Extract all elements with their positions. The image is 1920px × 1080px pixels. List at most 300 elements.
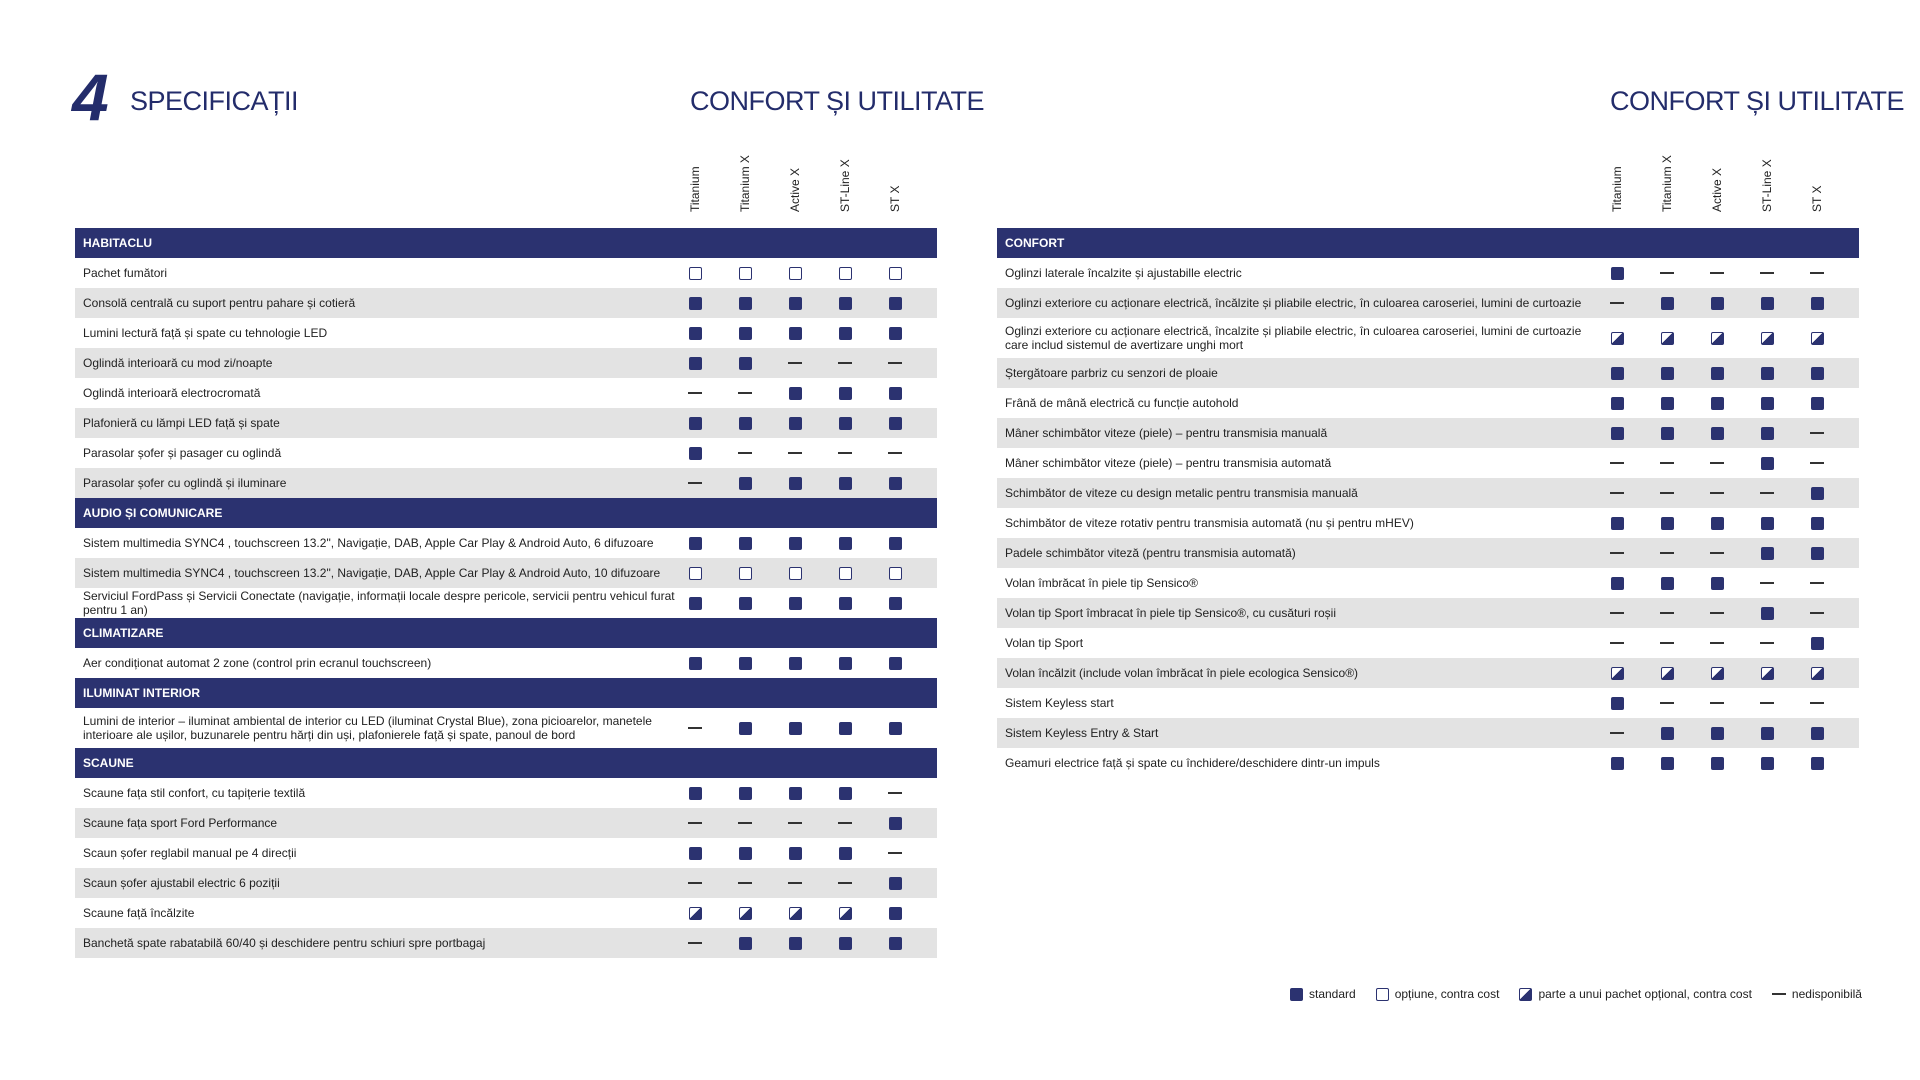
standard-marker-icon bbox=[1811, 367, 1824, 380]
unavailable-dash-icon bbox=[1710, 492, 1724, 494]
spec-row bbox=[75, 378, 937, 408]
unavailable-dash-icon bbox=[1760, 642, 1774, 644]
standard-marker-icon bbox=[1711, 727, 1724, 740]
standard-marker-icon bbox=[739, 357, 752, 370]
spec-cell-titanium-x bbox=[1642, 508, 1692, 538]
spec-cell-st-x bbox=[1792, 718, 1842, 748]
spec-row bbox=[75, 288, 937, 318]
unavailable-dash-icon bbox=[1660, 642, 1674, 644]
spec-cell-active-x bbox=[1692, 568, 1742, 598]
spec-cell-st-line-x bbox=[1742, 718, 1792, 748]
spec-cell-active-x bbox=[1692, 418, 1742, 448]
spec-cell-st-x bbox=[1792, 388, 1842, 418]
spec-table-right bbox=[997, 150, 1859, 778]
spec-cell-titanium bbox=[1592, 288, 1642, 318]
standard-marker-icon bbox=[1661, 517, 1674, 530]
spec-row bbox=[997, 288, 1859, 318]
unavailable-dash-icon bbox=[838, 362, 852, 364]
spec-cell-titanium bbox=[670, 928, 720, 958]
package-marker-icon bbox=[1611, 667, 1624, 680]
standard-marker-icon bbox=[839, 297, 852, 310]
unavailable-dash-icon bbox=[888, 852, 902, 854]
spec-row bbox=[75, 898, 937, 928]
unavailable-dash-icon bbox=[1610, 492, 1624, 494]
chapter-title: SPECIFICAȚII bbox=[130, 86, 299, 116]
standard-marker-icon bbox=[689, 447, 702, 460]
spec-cell-titanium bbox=[670, 258, 720, 288]
spec-row bbox=[75, 528, 937, 558]
spec-cell-titanium bbox=[1592, 598, 1642, 628]
unavailable-dash-icon bbox=[888, 452, 902, 454]
column-header bbox=[670, 150, 720, 228]
standard-marker-icon bbox=[1761, 367, 1774, 380]
unavailable-dash-icon bbox=[1810, 462, 1824, 464]
spec-cell-titanium bbox=[1592, 358, 1642, 388]
spec-cell-active-x bbox=[770, 928, 820, 958]
spec-cell-titanium bbox=[1592, 318, 1642, 358]
spec-cell-st-x bbox=[1792, 318, 1842, 358]
spec-cell-st-x bbox=[870, 378, 920, 408]
spec-cell-titanium bbox=[1592, 688, 1642, 718]
spec-cell-titanium bbox=[670, 318, 720, 348]
spec-cell-active-x bbox=[1692, 448, 1742, 478]
spec-cell-active-x bbox=[1692, 388, 1742, 418]
unavailable-dash-icon bbox=[838, 822, 852, 824]
unavailable-dash-icon bbox=[1710, 612, 1724, 614]
column-header bbox=[870, 150, 920, 228]
column-header-label: Active X bbox=[1710, 167, 1724, 212]
unavailable-dash-icon bbox=[1610, 462, 1624, 464]
spec-cell-titanium bbox=[1592, 568, 1642, 598]
unavailable-dash-icon bbox=[788, 452, 802, 454]
spec-cell-active-x bbox=[770, 468, 820, 498]
standard-marker-icon bbox=[839, 787, 852, 800]
spec-cell-st-x bbox=[1792, 508, 1842, 538]
standard-marker-icon bbox=[1761, 457, 1774, 470]
spec-label: Plafonieră cu lămpi LED față și spate bbox=[83, 416, 280, 430]
unavailable-dash-icon bbox=[888, 362, 902, 364]
standard-marker-icon bbox=[789, 327, 802, 340]
unavailable-dash-icon bbox=[1760, 582, 1774, 584]
spec-cell-titanium bbox=[670, 378, 720, 408]
legend-item bbox=[1290, 987, 1356, 1001]
standard-marker-icon bbox=[1611, 427, 1624, 440]
spec-label: Oglinzi exteriore cu acționare electrică, încalzite și pliabile electric, în culoarea caroseriei, lumini de curtoazie care includ sistemul de avertizare unghi mort bbox=[1005, 324, 1582, 352]
standard-marker-icon bbox=[1611, 267, 1624, 280]
unavailable-dash-icon bbox=[688, 392, 702, 394]
standard-marker-icon bbox=[739, 597, 752, 610]
spec-cell-titanium-x bbox=[720, 258, 770, 288]
spec-label: Sistem Keyless Entry & Start bbox=[1005, 726, 1159, 740]
standard-marker-icon bbox=[1711, 427, 1724, 440]
spec-cell-titanium bbox=[1592, 658, 1642, 688]
option-marker-icon bbox=[839, 267, 852, 280]
spec-cell-titanium-x bbox=[720, 588, 770, 618]
spec-cell-st-x bbox=[1792, 448, 1842, 478]
option-marker-icon bbox=[839, 567, 852, 580]
package-marker-icon bbox=[1711, 667, 1724, 680]
unavailable-dash-icon bbox=[1810, 272, 1824, 274]
spec-cell-titanium-x bbox=[1642, 288, 1692, 318]
spec-cell-titanium bbox=[1592, 538, 1642, 568]
spec-row bbox=[997, 598, 1859, 628]
spec-cell-titanium bbox=[670, 898, 720, 928]
spec-cell-active-x bbox=[1692, 358, 1742, 388]
spec-cell-titanium bbox=[670, 868, 720, 898]
spec-cell-st-line-x bbox=[1742, 418, 1792, 448]
standard-marker-icon bbox=[1811, 397, 1824, 410]
unavailable-dash-icon bbox=[1760, 272, 1774, 274]
spec-cell-st-line-x bbox=[820, 898, 870, 928]
spec-cell-st-line-x bbox=[1742, 478, 1792, 508]
spec-cell-titanium-x bbox=[1642, 258, 1692, 288]
legend-item bbox=[1376, 987, 1500, 1001]
standard-marker-icon bbox=[889, 417, 902, 430]
column-header-label: ST-Line X bbox=[838, 159, 852, 212]
spec-cell-st-x bbox=[1792, 258, 1842, 288]
spec-row bbox=[997, 718, 1859, 748]
package-marker-icon bbox=[689, 907, 702, 920]
standard-marker-icon bbox=[839, 477, 852, 490]
spec-row bbox=[75, 558, 937, 588]
spec-label: Consolă centrală cu suport pentru pahare și cotieră bbox=[83, 296, 356, 310]
spec-cell-st-line-x bbox=[820, 838, 870, 868]
unavailable-dash-icon bbox=[1660, 702, 1674, 704]
spec-label: Schimbător de viteze cu design metalic pentru transmisia manuală bbox=[1005, 486, 1358, 500]
spec-cell-titanium-x bbox=[1642, 358, 1692, 388]
spec-label: Oglindă interioară cu mod zi/noapte bbox=[83, 356, 273, 370]
spec-cell-active-x bbox=[770, 558, 820, 588]
legend-item bbox=[1772, 987, 1862, 1001]
spec-cell-st-x bbox=[1792, 538, 1842, 568]
spec-cell-active-x bbox=[1692, 628, 1742, 658]
unavailable-dash-icon bbox=[1760, 492, 1774, 494]
spec-cell-st-line-x bbox=[1742, 568, 1792, 598]
standard-marker-icon bbox=[739, 417, 752, 430]
spec-cell-titanium-x bbox=[720, 288, 770, 318]
standard-marker-icon bbox=[689, 787, 702, 800]
standard-marker-icon bbox=[789, 477, 802, 490]
spec-cell-titanium-x bbox=[720, 898, 770, 928]
spec-row bbox=[997, 448, 1859, 478]
standard-marker-icon bbox=[689, 847, 702, 860]
spec-cell-titanium bbox=[670, 838, 720, 868]
spec-cell-titanium-x bbox=[720, 438, 770, 468]
unavailable-dash-icon bbox=[1660, 462, 1674, 464]
column-header bbox=[720, 150, 770, 228]
column-header bbox=[1792, 150, 1842, 228]
unavailable-dash-icon bbox=[1660, 492, 1674, 494]
spec-cell-active-x bbox=[770, 838, 820, 868]
standard-marker-icon bbox=[739, 937, 752, 950]
standard-marker-icon bbox=[689, 327, 702, 340]
spec-label: Volan îmbrăcat în piele tip Sensico® bbox=[1005, 576, 1198, 590]
spec-cell-active-x bbox=[1692, 538, 1742, 568]
spec-row bbox=[997, 388, 1859, 418]
spec-row bbox=[75, 348, 937, 378]
standard-marker-icon bbox=[789, 657, 802, 670]
spec-cell-st-line-x bbox=[820, 588, 870, 618]
spec-cell-st-x bbox=[870, 708, 920, 748]
column-header-label: Titanium bbox=[688, 166, 702, 212]
spec-row bbox=[75, 928, 937, 958]
spec-row bbox=[75, 468, 937, 498]
column-header bbox=[1592, 150, 1642, 228]
standard-marker-icon bbox=[1661, 757, 1674, 770]
standard-marker-icon bbox=[1761, 517, 1774, 530]
spec-label: Sistem multimedia SYNC4 , touchscreen 13.2", Navigație, DAB, Apple Car Play & Android Auto, 10 difuzoare bbox=[83, 566, 661, 580]
spec-cell-st-x bbox=[1792, 358, 1842, 388]
spec-label: Schimbător de viteze rotativ pentru transmisia automată (nu și pentru mHEV) bbox=[1005, 516, 1414, 530]
spec-cell-active-x bbox=[770, 288, 820, 318]
spec-cell-active-x bbox=[1692, 748, 1742, 778]
spec-row bbox=[997, 628, 1859, 658]
spec-cell-titanium-x bbox=[720, 648, 770, 678]
package-marker-icon bbox=[1761, 667, 1774, 680]
standard-marker-icon bbox=[789, 722, 802, 735]
option-marker-icon bbox=[689, 267, 702, 280]
option-marker-icon bbox=[789, 567, 802, 580]
spec-cell-titanium-x bbox=[1642, 568, 1692, 598]
standard-marker-icon bbox=[1661, 367, 1674, 380]
spec-cell-titanium-x bbox=[720, 778, 770, 808]
spec-row bbox=[75, 648, 937, 678]
section-title-right: CONFORT ȘI UTILITATE bbox=[1610, 86, 1905, 116]
spec-cell-active-x bbox=[770, 438, 820, 468]
standard-marker-icon bbox=[789, 597, 802, 610]
standard-marker-icon bbox=[689, 297, 702, 310]
spec-cell-st-x bbox=[870, 558, 920, 588]
spec-cell-st-line-x bbox=[820, 648, 870, 678]
package-marker-icon bbox=[1519, 988, 1532, 1001]
spec-cell-titanium bbox=[670, 808, 720, 838]
standard-marker-icon bbox=[689, 657, 702, 670]
spec-cell-active-x bbox=[770, 348, 820, 378]
standard-marker-icon bbox=[1811, 517, 1824, 530]
spec-cell-st-x bbox=[870, 898, 920, 928]
column-headers bbox=[75, 150, 937, 228]
spec-cell-st-x bbox=[870, 648, 920, 678]
standard-marker-icon bbox=[839, 847, 852, 860]
standard-marker-icon bbox=[1811, 487, 1824, 500]
spec-label: Ștergătoare parbriz cu senzori de ploaie bbox=[1005, 366, 1218, 380]
standard-marker-icon bbox=[689, 357, 702, 370]
spec-cell-st-x bbox=[870, 778, 920, 808]
standard-marker-icon bbox=[839, 597, 852, 610]
unavailable-dash-icon bbox=[1660, 272, 1674, 274]
spec-cell-titanium-x bbox=[720, 378, 770, 408]
spec-cell-titanium-x bbox=[720, 318, 770, 348]
standard-marker-icon bbox=[1661, 427, 1674, 440]
spec-cell-st-x bbox=[1792, 478, 1842, 508]
standard-marker-icon bbox=[889, 387, 902, 400]
spec-cell-st-line-x bbox=[1742, 288, 1792, 318]
spec-label: Banchetă spate rabatabilă 60/40 și deschidere pentru schiuri spre portbagaj bbox=[83, 936, 486, 950]
column-header bbox=[1742, 150, 1792, 228]
spec-cell-active-x bbox=[770, 528, 820, 558]
spec-row bbox=[997, 688, 1859, 718]
spec-label: Volan tip Sport bbox=[1005, 636, 1084, 650]
unavailable-dash-icon bbox=[1660, 612, 1674, 614]
spec-cell-titanium-x bbox=[1642, 688, 1692, 718]
spec-cell-titanium bbox=[670, 588, 720, 618]
spec-cell-st-line-x bbox=[1742, 748, 1792, 778]
unavailable-dash-icon bbox=[1710, 552, 1724, 554]
option-marker-icon bbox=[789, 267, 802, 280]
standard-marker-icon bbox=[1811, 297, 1824, 310]
spec-cell-st-x bbox=[1792, 688, 1842, 718]
spec-cell-titanium-x bbox=[720, 528, 770, 558]
spec-cell-active-x bbox=[1692, 318, 1742, 358]
spec-cell-st-x bbox=[870, 408, 920, 438]
spec-cell-titanium-x bbox=[720, 808, 770, 838]
spec-cell-titanium-x bbox=[1642, 658, 1692, 688]
unavailable-dash-icon bbox=[688, 822, 702, 824]
spec-cell-active-x bbox=[1692, 478, 1742, 508]
standard-marker-icon bbox=[789, 297, 802, 310]
unavailable-dash-icon bbox=[1610, 302, 1624, 304]
spec-cell-titanium-x bbox=[1642, 388, 1692, 418]
spec-cell-st-line-x bbox=[820, 928, 870, 958]
spec-cell-titanium bbox=[1592, 628, 1642, 658]
spec-label: Volan încălzit (include volan îmbrăcat în piele ecologica Sensico®) bbox=[1005, 666, 1359, 680]
spec-row bbox=[75, 258, 937, 288]
spec-row bbox=[997, 508, 1859, 538]
spec-cell-st-x bbox=[1792, 658, 1842, 688]
unavailable-dash-icon bbox=[1710, 462, 1724, 464]
spec-cell-st-line-x bbox=[1742, 358, 1792, 388]
spec-label: Sistem Keyless start bbox=[1005, 696, 1114, 710]
standard-marker-icon bbox=[889, 877, 902, 890]
standard-marker-icon bbox=[789, 387, 802, 400]
spec-cell-st-line-x bbox=[820, 348, 870, 378]
section-header: CLIMATIZARE bbox=[75, 618, 937, 648]
spec-cell-st-line-x bbox=[1742, 658, 1792, 688]
spec-label: Mâner schimbător viteze (piele) – pentru transmisia automată bbox=[1005, 456, 1332, 470]
spec-cell-st-x bbox=[870, 808, 920, 838]
unavailable-dash-icon bbox=[688, 882, 702, 884]
spec-cell-st-x bbox=[1792, 418, 1842, 448]
standard-marker-icon bbox=[1761, 397, 1774, 410]
spec-cell-titanium-x bbox=[1642, 538, 1692, 568]
spec-cell-titanium-x bbox=[720, 558, 770, 588]
standard-marker-icon bbox=[1761, 427, 1774, 440]
spec-cell-active-x bbox=[1692, 508, 1742, 538]
spec-label: Scaune fața sport Ford Performance bbox=[83, 816, 278, 830]
standard-marker-icon bbox=[889, 537, 902, 550]
package-marker-icon bbox=[839, 907, 852, 920]
standard-marker-icon bbox=[889, 597, 902, 610]
spec-cell-st-line-x bbox=[820, 258, 870, 288]
unavailable-dash-icon bbox=[1760, 702, 1774, 704]
spec-cell-st-line-x bbox=[1742, 538, 1792, 568]
unavailable-dash-icon bbox=[738, 392, 752, 394]
spec-cell-titanium bbox=[1592, 508, 1642, 538]
spec-label: Lumini lectură față și spate cu tehnologie LED bbox=[83, 326, 328, 340]
spec-cell-st-line-x bbox=[1742, 688, 1792, 718]
spec-cell-active-x bbox=[770, 708, 820, 748]
spec-cell-st-line-x bbox=[1742, 448, 1792, 478]
spec-cell-st-x bbox=[1792, 288, 1842, 318]
column-header-label: Titanium X bbox=[1660, 155, 1674, 212]
unavailable-dash-icon bbox=[838, 452, 852, 454]
standard-marker-icon bbox=[789, 417, 802, 430]
standard-marker-icon bbox=[889, 937, 902, 950]
standard-marker-icon bbox=[739, 657, 752, 670]
spec-cell-st-x bbox=[870, 288, 920, 318]
spec-cell-titanium-x bbox=[1642, 448, 1692, 478]
standard-marker-icon bbox=[1711, 517, 1724, 530]
spec-cell-st-x bbox=[870, 528, 920, 558]
spec-cell-st-x bbox=[1792, 598, 1842, 628]
unavailable-dash-icon bbox=[1810, 582, 1824, 584]
standard-marker-icon bbox=[889, 657, 902, 670]
unavailable-dash-icon bbox=[1710, 272, 1724, 274]
spec-cell-active-x bbox=[770, 318, 820, 348]
spec-cell-titanium-x bbox=[1642, 718, 1692, 748]
unavailable-dash-icon bbox=[1772, 993, 1786, 995]
section-header: AUDIO ȘI COMUNICARE bbox=[75, 498, 937, 528]
legend-item bbox=[1519, 987, 1751, 1001]
legend-label: opțiune, contra cost bbox=[1394, 987, 1500, 1001]
standard-marker-icon bbox=[689, 537, 702, 550]
spec-label: Sistem multimedia SYNC4 , touchscreen 13.2", Navigație, DAB, Apple Car Play & Android Auto, 6 difuzoare bbox=[83, 536, 654, 550]
spec-cell-st-x bbox=[870, 928, 920, 958]
spec-cell-active-x bbox=[770, 588, 820, 618]
unavailable-dash-icon bbox=[1660, 552, 1674, 554]
standard-marker-icon bbox=[1611, 757, 1624, 770]
spec-cell-st-line-x bbox=[820, 558, 870, 588]
spec-cell-active-x bbox=[770, 648, 820, 678]
unavailable-dash-icon bbox=[788, 882, 802, 884]
spec-row bbox=[997, 478, 1859, 508]
spec-cell-st-line-x bbox=[820, 778, 870, 808]
spec-cell-titanium bbox=[1592, 258, 1642, 288]
unavailable-dash-icon bbox=[1710, 702, 1724, 704]
unavailable-dash-icon bbox=[1810, 432, 1824, 434]
standard-marker-icon bbox=[739, 297, 752, 310]
spec-cell-st-x bbox=[1792, 628, 1842, 658]
column-header-label: Active X bbox=[788, 167, 802, 212]
spec-cell-st-line-x bbox=[820, 288, 870, 318]
standard-marker-icon bbox=[889, 907, 902, 920]
spec-cell-titanium-x bbox=[1642, 628, 1692, 658]
spec-cell-titanium bbox=[670, 708, 720, 748]
package-marker-icon bbox=[1711, 332, 1724, 345]
standard-marker-icon bbox=[1711, 757, 1724, 770]
column-headers bbox=[997, 150, 1859, 228]
section-header: SCAUNE bbox=[75, 748, 937, 778]
standard-marker-icon bbox=[839, 937, 852, 950]
unavailable-dash-icon bbox=[688, 727, 702, 729]
spec-cell-titanium-x bbox=[1642, 318, 1692, 358]
package-marker-icon bbox=[1811, 332, 1824, 345]
standard-marker-icon bbox=[839, 387, 852, 400]
standard-marker-icon bbox=[889, 297, 902, 310]
standard-marker-icon bbox=[839, 327, 852, 340]
unavailable-dash-icon bbox=[1810, 612, 1824, 614]
legend-label: nedisponibilă bbox=[1791, 987, 1862, 1001]
spec-cell-st-line-x bbox=[1742, 388, 1792, 418]
spec-row bbox=[997, 318, 1859, 358]
standard-marker-icon bbox=[1761, 297, 1774, 310]
chapter-number: 4 bbox=[72, 60, 107, 134]
spec-cell-st-line-x bbox=[820, 468, 870, 498]
spec-row bbox=[75, 318, 937, 348]
spec-row bbox=[75, 808, 937, 838]
spec-cell-active-x bbox=[1692, 718, 1742, 748]
standard-marker-icon bbox=[739, 787, 752, 800]
